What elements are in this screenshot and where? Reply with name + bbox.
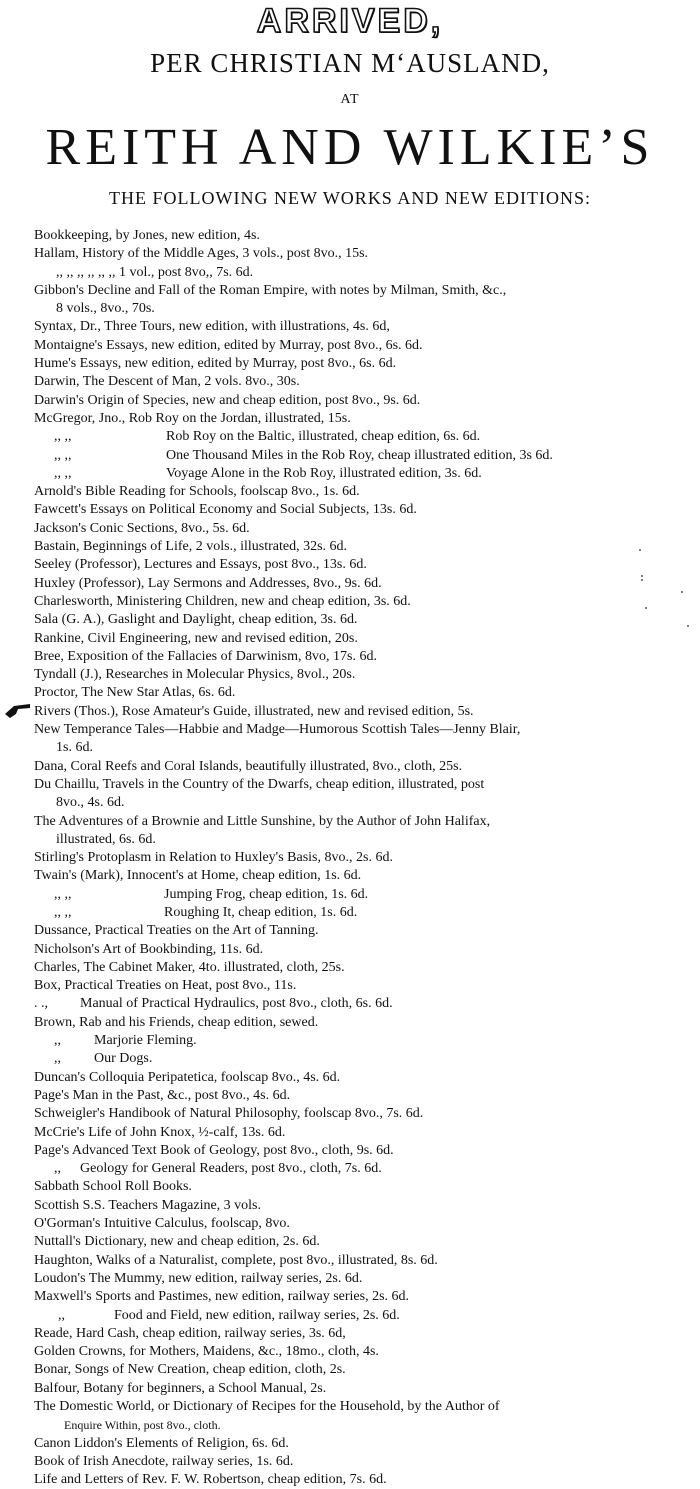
list-item: Page's Man in the Past, &c., post 8vo., 4s. 6d.	[34, 1087, 291, 1103]
print-specks	[622, 540, 692, 640]
list-item: Book of Irish Anecdote, railway series, 1s. 6d.	[34, 1453, 294, 1469]
list-item	[34, 1032, 698, 1050]
list-item: Rivers (Thos.), Rose Amateur's Guide, illustrated, new and revised edition, 5s.	[34, 703, 474, 719]
list-item	[34, 995, 698, 1013]
list-item	[34, 1050, 698, 1068]
ditto-mark: ,, ,,	[54, 429, 72, 445]
ditto-mark: ,, ,,	[54, 904, 72, 920]
list-item: Bastain, Beginnings of Life, 2 vols., illustrated, 32s. 6d.	[34, 539, 348, 555]
list-item: Stirling's Protoplasm in Relation to Huxley's Basis, 8vo., 2s. 6d.	[34, 850, 393, 866]
list-item: Sabbath School Roll Books.	[34, 1179, 192, 1195]
list-item: Dussance, Practical Treaties on the Art of Tanning.	[34, 923, 319, 939]
list-item: Bookkeeping, by Jones, new edition, 4s.	[34, 228, 260, 243]
list-item: Darwin's Origin of Species, new and cheap edition, post 8vo., 9s. 6d.	[34, 392, 421, 408]
pointing-hand-icon	[4, 700, 32, 720]
list-item-text: One Thousand Miles in the Rob Roy, cheap illustrated edition, 3s 6d.	[166, 447, 553, 463]
list-item: Proctor, The New Star Atlas, 6s. 6d.	[34, 685, 236, 701]
list-item: Life and Letters of Rev. F. W. Robertson, cheap edition, 7s. 6d.	[34, 1472, 387, 1488]
ditto-mark: ,,	[54, 1033, 61, 1049]
list-item: The Adventures of a Brownie and Little Sunshine, by the Author of John Halifax,	[34, 813, 491, 829]
list-item: Tyndall (J.), Researches in Molecular Physics, 8vol., 20s.	[34, 667, 356, 683]
list-item: Fawcett's Essays on Political Economy and Social Subjects, 13s. 6d.	[34, 502, 417, 518]
list-item-text: Voyage Alone in the Rob Roy, illustrated edition, 3s. 6d.	[166, 465, 482, 481]
list-item: 8vo., 4s. 6d.	[56, 795, 125, 811]
headline-store-name: REITH AND WILKIE’S	[45, 119, 655, 176]
list-item	[34, 1160, 698, 1178]
list-item: The Domestic World, or Dictionary of Recipes for the Household, by the Author of	[34, 1399, 500, 1414]
headline-at: AT	[340, 92, 360, 107]
headline-following: THE FOLLOWING NEW WORKS AND NEW EDITIONS:	[109, 188, 591, 208]
list-item: O'Gorman's Intuitive Calculus, foolscap, 8vo.	[34, 1216, 290, 1232]
list-item: Scottish S.S. Teachers Magazine, 3 vols.	[34, 1197, 262, 1213]
list-item: Hume's Essays, new edition, edited by Murray, post 8vo., 6s. 6d.	[34, 356, 397, 372]
list-item-text: Jumping Frog, cheap edition, 1s. 6d.	[164, 886, 369, 902]
list-item-text: Our Dogs.	[94, 1051, 153, 1067]
list-item: Page's Advanced Text Book of Geology, post 8vo., cloth, 9s. 6d.	[34, 1142, 394, 1158]
list-item-text: Roughing It, cheap edition, 1s. 6d.	[164, 904, 358, 920]
list-item: Loudon's The Mummy, new edition, railway series, 2s. 6d.	[34, 1270, 363, 1286]
list-item: Haughton, Walks of a Naturalist, complete, post 8vo., illustrated, 8s. 6d.	[34, 1252, 438, 1268]
list-item: Twain's (Mark), Innocent's at Home, cheap edition, 1s. 6d.	[34, 868, 362, 884]
list-item: ,, ,, ,, ,, ,, ,, 1 vol., post 8vo,, 7s. 6d.	[56, 264, 254, 280]
ditto-mark: ,,	[54, 1161, 61, 1177]
list-item: Huxley (Professor), Lay Sermons and Addresses, 8vo., 9s. 6d.	[34, 575, 382, 591]
list-item: Darwin, The Descent of Man, 2 vols. 8vo., 30s.	[34, 374, 300, 390]
list-item: Schweigler's Handibook of Natural Philosophy, foolscap 8vo., 7s. 6d.	[34, 1106, 424, 1122]
list-item: Nuttall's Dictionary, new and cheap edition, 2s. 6d.	[34, 1234, 320, 1250]
list-item-text: Marjorie Fleming.	[94, 1033, 197, 1049]
list-item: 8 vols., 8vo., 70s.	[56, 301, 155, 317]
list-item: Jackson's Conic Sections, 8vo., 5s. 6d.	[34, 520, 250, 536]
list-item: Montaigne's Essays, new edition, edited by Murray, post 8vo., 6s. 6d.	[34, 337, 423, 353]
list-item-text: Food and Field, new edition, railway series, 2s. 6d.	[114, 1307, 400, 1323]
ditto-mark: . .,	[34, 996, 48, 1012]
list-item	[34, 428, 698, 446]
list-item: Enquire Within, post 8vo., cloth.	[64, 1418, 221, 1433]
headline-arrived: ARRIVED,	[256, 2, 444, 40]
list-item: Charlesworth, Ministering Children, new and cheap edition, 3s. 6d.	[34, 593, 411, 609]
list-item: McGregor, Jno., Rob Roy on the Jordan, illustrated, 15s.	[34, 410, 351, 426]
list-item: Arnold's Bible Reading for Schools, foolscap 8vo., 1s. 6d.	[34, 484, 360, 500]
list-item: Dana, Coral Reefs and Coral Islands, beautifully illustrated, 8vo., cloth, 25s.	[34, 758, 463, 774]
list-item-text: Geology for General Readers, post 8vo., cloth, 7s. 6d.	[80, 1161, 382, 1177]
ditto-mark: ,,	[54, 1051, 61, 1067]
list-item: 1s. 6d.	[56, 740, 93, 756]
list-item: Seeley (Professor), Lectures and Essays, post 8vo., 13s. 6d.	[34, 557, 367, 573]
list-item: Syntax, Dr., Three Tours, new edition, with illustrations, 4s. 6d,	[34, 319, 390, 335]
list-item-text: Rob Roy on the Baltic, illustrated, cheap edition, 6s. 6d.	[166, 429, 481, 445]
list-item: Charles, The Cabinet Maker, 4to. illustrated, cloth, 25s.	[34, 959, 345, 975]
ditto-mark: ,, ,,	[54, 886, 72, 902]
list-item: New Temperance Tales—Habbie and Madge—Humorous Scottish Tales—Jenny Blair,	[34, 722, 521, 738]
list-item: Bree, Exposition of the Fallacies of Darwinism, 8vo, 17s. 6d.	[34, 648, 377, 664]
list-item: Gibbon's Decline and Fall of the Roman Empire, with notes by Milman, Smith, &c.,	[34, 282, 507, 298]
list-item	[34, 904, 698, 922]
list-item: Hallam, History of the Middle Ages, 3 vols., post 8vo., 15s.	[34, 246, 369, 262]
list-item: Rankine, Civil Engineering, new and revised edition, 20s.	[34, 630, 358, 646]
list-item: Nicholson's Art of Bookbinding, 11s. 6d.	[34, 941, 264, 957]
list-item	[34, 447, 698, 465]
list-item: Maxwell's Sports and Pastimes, new edition, railway series, 2s. 6d.	[34, 1289, 410, 1305]
list-item: illustrated, 6s. 6d.	[56, 831, 156, 847]
list-item	[34, 1307, 698, 1325]
ditto-mark: ,, ,,	[54, 447, 72, 463]
list-item: Golden Crowns, for Mothers, Maidens, &c., 18mo., cloth, 4s.	[34, 1344, 379, 1360]
list-item: Box, Practical Treaties on Heat, post 8vo., 11s.	[34, 978, 297, 994]
list-item: Sala (G. A.), Gaslight and Daylight, cheap edition, 3s. 6d.	[34, 612, 358, 628]
book-list	[34, 227, 698, 1489]
list-item: Balfour, Botany for beginners, a School Manual, 2s.	[34, 1380, 327, 1396]
list-item: Bonar, Songs of New Creation, cheap edition, cloth, 2s.	[34, 1362, 346, 1378]
list-item	[34, 886, 698, 904]
list-item: Canon Liddon's Elements of Religion, 6s. 6d.	[34, 1435, 289, 1451]
list-item	[34, 465, 698, 483]
ditto-mark: ,, ,,	[54, 465, 72, 481]
list-item: Du Chaillu, Travels in the Country of the Dwarfs, cheap edition, illustrated, post	[34, 776, 485, 792]
list-item: Reade, Hard Cash, cheap edition, railway series, 3s. 6d,	[34, 1325, 346, 1341]
ditto-mark: ,,	[58, 1307, 65, 1323]
list-item: Brown, Rab and his Friends, cheap edition, sewed.	[34, 1014, 319, 1030]
list-item-text: Manual of Practical Hydraulics, post 8vo., cloth, 6s. 6d.	[80, 996, 393, 1012]
list-item: McCrie's Life of John Knox, ½-calf, 13s. 6d.	[34, 1124, 286, 1140]
list-item: Duncan's Colloquia Peripatetica, foolscap 8vo., 4s. 6d.	[34, 1069, 341, 1085]
headline-ship: PER CHRISTIAN M‘AUSLAND,	[150, 48, 550, 78]
